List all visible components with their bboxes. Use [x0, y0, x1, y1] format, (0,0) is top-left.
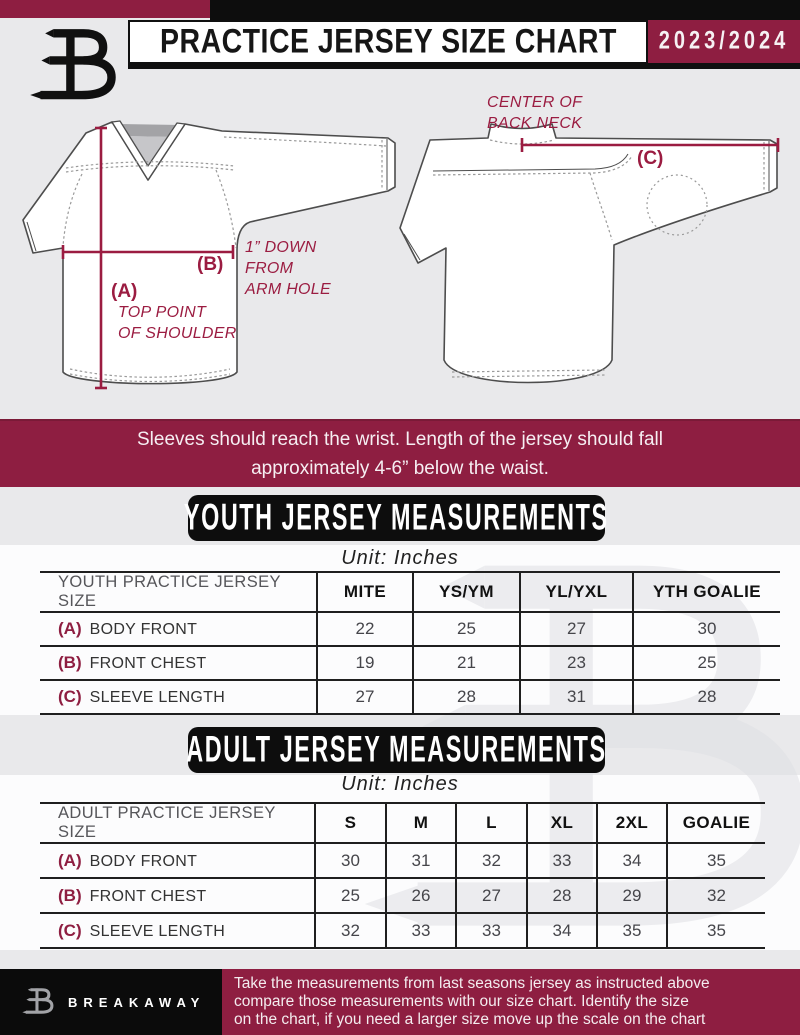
table-row: [40, 843, 765, 878]
youth-size-header-cell: YOUTH PRACTICE JERSEY SIZE: [58, 573, 281, 610]
jersey-diagrams: [0, 88, 800, 420]
cell-value: 33: [456, 913, 527, 948]
cell-value: 32: [667, 878, 765, 913]
cell-value: 31: [386, 843, 456, 878]
adult-header-row: [40, 803, 765, 843]
table-row: [40, 646, 780, 680]
banner-line-2: approximately 4-6” below the waist.: [251, 458, 549, 479]
cell-value: 19: [317, 646, 413, 680]
row-label: BODY FRONT: [89, 621, 198, 638]
cell-value: 31: [520, 680, 633, 714]
cell-value: 29: [597, 878, 667, 913]
season-badge: [648, 20, 800, 63]
page-title-box: [128, 20, 648, 64]
cell-value: 28: [413, 680, 520, 714]
adult-col-l: L: [456, 803, 527, 843]
adult-col-xl: XL: [527, 803, 597, 843]
cell-value: 30: [315, 843, 386, 878]
cell-value: 25: [315, 878, 386, 913]
banner-line-1: Sleeves should reach the wrist. Length of the jersey should fall: [137, 428, 663, 450]
a-key-label: (A): [111, 281, 138, 302]
adult-col-goalie: GOALIE: [667, 803, 765, 843]
cell-value: 35: [597, 913, 667, 948]
footer-brand-box: [0, 969, 222, 1035]
c-note: CENTER OF BACK NECK: [487, 94, 583, 133]
season-text: 2023/2024: [658, 27, 790, 55]
row-label: SLEEVE LENGTH: [89, 689, 226, 706]
footer-note-line-1: Take the measurements from last seasons jersey as instructed above: [234, 975, 710, 992]
cell-value: 26: [386, 878, 456, 913]
breakaway-b-logo: [26, 24, 126, 110]
cell-value: 22: [317, 612, 413, 646]
cell-value: 25: [413, 612, 520, 646]
youth-col-ysym: YS/YM: [413, 572, 520, 612]
row-label: SLEEVE LENGTH: [89, 922, 226, 940]
footer-note-line-3: on the chart, if you need a larger size move up the scale on the chart: [234, 1011, 706, 1028]
youth-section-heading: YOUTH JERSEY MEASUREMENTS: [188, 495, 605, 541]
row-key: (A): [58, 850, 82, 870]
row-key: (C): [58, 687, 82, 706]
cell-value: 30: [633, 612, 780, 646]
a-note: TOP POINT OF SHOULDER: [118, 304, 237, 343]
cell-value: 34: [597, 843, 667, 878]
row-key: (A): [58, 619, 82, 638]
b-key-label: (B): [197, 254, 224, 275]
footer-note-box: [222, 969, 800, 1035]
adult-unit-label: Unit: Inches: [341, 773, 459, 795]
cell-value: 32: [315, 913, 386, 948]
table-row: [40, 878, 765, 913]
row-label: BODY FRONT: [89, 852, 198, 870]
adult-size-header-cell: ADULT PRACTICE JERSEY SIZE: [58, 804, 276, 841]
row-key: (B): [58, 653, 82, 672]
table-row: [40, 680, 780, 714]
cell-value: 27: [317, 680, 413, 714]
cell-value: 27: [456, 878, 527, 913]
breakaway-b-logo-footer: [22, 983, 56, 1021]
row-key: (B): [58, 885, 82, 905]
cell-value: 27: [520, 612, 633, 646]
footer-note-line-2: compare those measurements with our size chart. Identify the size: [234, 993, 689, 1010]
cell-value: 25: [633, 646, 780, 680]
row-label: FRONT CHEST: [89, 887, 207, 905]
youth-col-goalie: YTH GOALIE: [633, 572, 780, 612]
cell-value: 33: [386, 913, 456, 948]
c-key-label: (C): [637, 148, 664, 169]
cell-value: 28: [633, 680, 780, 714]
cell-value: 33: [527, 843, 597, 878]
adult-col-2xl: 2XL: [597, 803, 667, 843]
fit-instruction-banner: [0, 419, 800, 487]
cell-value: 34: [527, 913, 597, 948]
brand-wordmark: BREAKAWAY: [68, 994, 206, 1010]
cell-value: 28: [527, 878, 597, 913]
table-row: [40, 612, 780, 646]
youth-col-mite: MITE: [317, 572, 413, 612]
youth-col-ylyxl: YL/YXL: [520, 572, 633, 612]
cell-value: 32: [456, 843, 527, 878]
adult-col-m: M: [386, 803, 456, 843]
cell-value: 23: [520, 646, 633, 680]
youth-unit-label: Unit: Inches: [341, 547, 459, 569]
row-label: FRONT CHEST: [89, 655, 207, 672]
adult-size-table: [40, 802, 765, 949]
cell-value: 35: [667, 913, 765, 948]
row-key: (C): [58, 920, 82, 940]
cell-value: 35: [667, 843, 765, 878]
b-note: 1” DOWN FROM ARM HOLE: [245, 239, 331, 299]
page-title: PRACTICE JERSEY SIZE CHART: [159, 22, 617, 61]
cell-value: 21: [413, 646, 520, 680]
top-accent-bar-maroon: [0, 0, 210, 18]
youth-header-row: [40, 572, 780, 612]
youth-size-table: [40, 571, 780, 715]
adult-col-s: S: [315, 803, 386, 843]
top-accent-bar-black: [210, 0, 800, 22]
adult-section-heading: ADULT JERSEY MEASUREMENTS: [188, 727, 605, 773]
table-row: [40, 913, 765, 948]
